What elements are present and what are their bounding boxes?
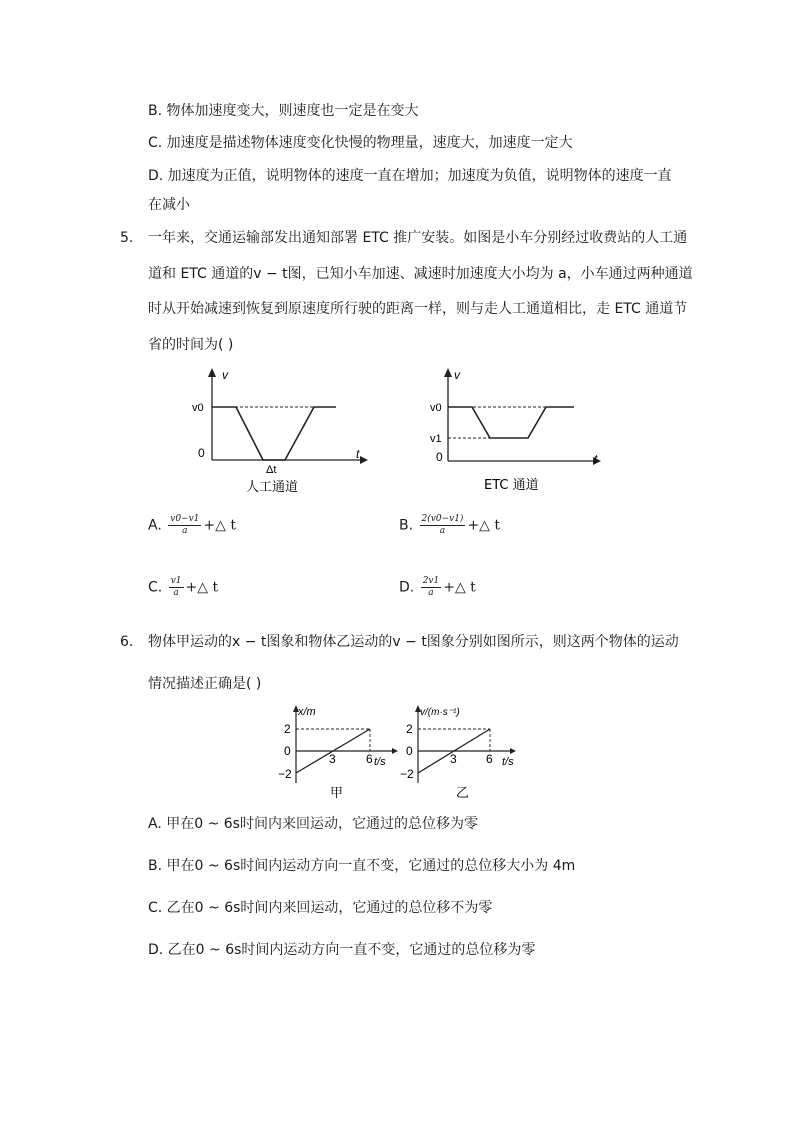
q6-option-d: D. 乙在0 ~ 6s时间内运动方向一直不变，它通过的总位移为零: [148, 942, 536, 958]
option-d-label: D.: [399, 579, 415, 596]
option-a-tail: +△ t: [203, 517, 236, 534]
x-axis-arrow-icon: [392, 748, 398, 754]
y-tick-2: 2: [284, 722, 291, 736]
option-a-fraction: [168, 514, 201, 537]
q5-stem-line2: 道和 ETC 通道的v − t图，已知小车加速、减速时加速度大小均为 a，小车通过两种通道: [148, 266, 693, 282]
q4-option-d-line2: 在减小: [148, 197, 190, 213]
q5-figure-etc-lane: [428, 365, 608, 497]
x-tick-6: 6: [486, 752, 493, 766]
q6-option-c: C. 乙在0 ~ 6s时间内来回运动，它通过的总位移不为零: [148, 900, 493, 916]
q6-option-b: B. 甲在0 ~ 6s时间内运动方向一直不变，它通过的总位移大小为 4m: [148, 858, 576, 874]
option-d-fraction: [421, 576, 442, 599]
q6-option-a: A. 甲在0 ~ 6s时间内来回运动，它通过的总位移为零: [148, 816, 478, 832]
y-axis-label: x/m: [298, 706, 316, 718]
option-b-fraction: [420, 514, 466, 537]
q4-option-d-line1: D. 加速度为正值，说明物体的速度一直在增加；加速度为负值，说明物体的速度一直: [148, 168, 672, 184]
q6-stem-line1: 物体甲运动的x − t图象和物体乙运动的v − t图象分别如图所示，则这两个物体的运动: [148, 634, 679, 650]
x-axis-label: t: [594, 452, 598, 466]
jia-caption: 甲: [330, 786, 344, 801]
x-axis-label: t/s: [374, 756, 386, 768]
option-b-label: B.: [399, 517, 414, 534]
y-axis-arrow-icon: [208, 368, 216, 377]
y-axis-label: v: [454, 368, 460, 382]
q5-figure-manual-lane: [190, 365, 380, 497]
etc-lane-caption: ETC 通道: [484, 478, 539, 493]
y-axis-label: v/(m·s⁻¹): [420, 707, 460, 718]
option-c-denominator: a: [173, 588, 179, 598]
q5-option-b: [399, 514, 500, 537]
v1-label: v1: [430, 433, 442, 445]
v0-label: v0: [430, 402, 442, 414]
manual-lane-curve: [212, 407, 336, 460]
y-tick-minus2: −2: [278, 767, 292, 781]
option-d-denominator: a: [428, 588, 434, 598]
q6-figure-yi: [402, 703, 527, 801]
v0-label: v0: [192, 402, 204, 414]
q5-stem-line3: 时从开始减速到恢复到原速度所行驶的距离一样，则与走人工通道相比，走 ETC 通道节: [148, 301, 688, 317]
y-tick-0: 0: [284, 744, 291, 758]
x-axis-label: t/s: [502, 756, 514, 768]
q5-stem-line4: 省的时间为( ): [148, 337, 234, 353]
q6-number: 6.: [120, 634, 134, 650]
option-b-denominator: a: [439, 526, 446, 536]
x-tick-6: 6: [366, 752, 373, 766]
etc-lane-curve: [448, 407, 574, 438]
x-axis-arrow-icon: [510, 748, 516, 754]
y-tick-2: 2: [406, 722, 413, 736]
y-axis-arrow-icon: [444, 368, 452, 377]
option-a-label: A.: [148, 517, 162, 534]
x-tick-3: 3: [450, 752, 457, 766]
option-c-label: C.: [148, 579, 163, 596]
q6-figure-jia: [280, 703, 405, 801]
y-axis-label: v: [222, 368, 228, 382]
x-tick-3: 3: [329, 752, 336, 766]
q5-option-c: [148, 576, 218, 599]
q4-option-c: C. 加速度是描述物体速度变化快慢的物理量，速度大，加速度一定大: [148, 135, 573, 151]
x-axis-arrow-icon: [360, 456, 368, 464]
option-a-denominator: a: [182, 526, 188, 536]
option-b-tail: +△ t: [467, 517, 501, 534]
dt-label: Δt: [266, 464, 277, 476]
option-d-numerator: 2v1: [422, 576, 440, 586]
q5-option-a: [148, 514, 236, 537]
q4-option-b: B. 物体加速度变大，则速度也一定是在变大: [148, 103, 419, 119]
option-c-fraction: [169, 576, 184, 599]
option-d-tail: +△ t: [443, 579, 476, 596]
manual-lane-caption: 人工通道: [246, 480, 299, 495]
option-c-numerator: v1: [170, 576, 182, 586]
q5-number: 5.: [120, 230, 134, 246]
q5-stem-line1: 一年来，交通运输部发出通知部署 ETC 推广安装。如图是小车分别经过收费站的人工通: [148, 230, 688, 246]
q6-stem-line2: 情况描述正确是( ): [148, 676, 262, 692]
yi-caption: 乙: [456, 786, 470, 801]
x-axis-label: t: [356, 447, 360, 461]
q5-option-d: [399, 576, 476, 599]
y-tick-0: 0: [406, 744, 413, 758]
y-tick-minus2: −2: [400, 767, 414, 781]
origin-label: 0: [198, 446, 205, 460]
option-c-tail: +△ t: [185, 579, 219, 596]
option-b-numerator: 2(v0−v1): [421, 514, 464, 524]
option-a-numerator: v0−v1: [170, 514, 200, 524]
origin-label: 0: [436, 450, 443, 464]
